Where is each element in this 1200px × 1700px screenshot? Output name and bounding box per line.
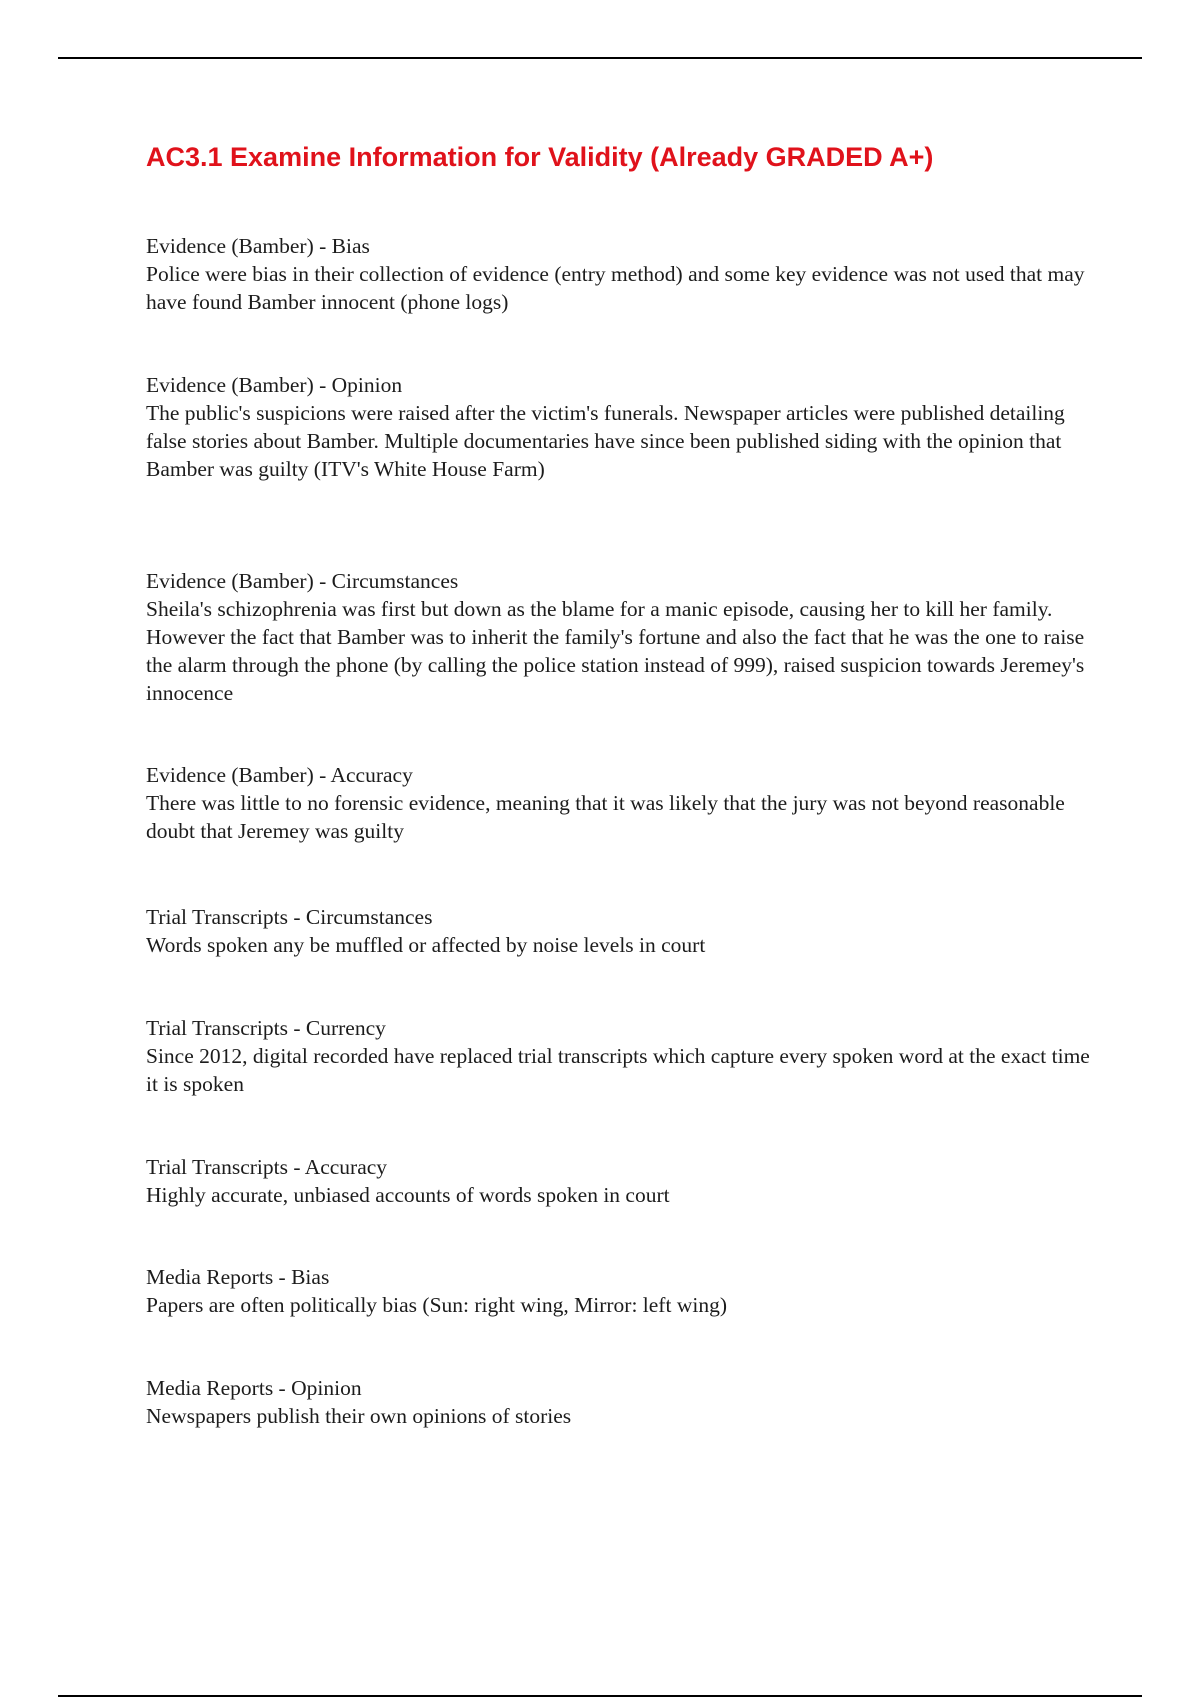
entry-body: Newspapers publish their own opinions of stories xyxy=(146,1404,572,1428)
entry-heading: Trial Transcripts - Circumstances xyxy=(146,905,433,929)
entry-heading: Trial Transcripts - Accuracy xyxy=(146,1155,388,1179)
entry-body: Police were bias in their collection of evidence (entry method) and some key evidence was not used that may have found Bamber innocent (phone logs) xyxy=(146,262,1085,314)
entry-evidence-opinion xyxy=(146,371,1096,483)
entry-body: The public's suspicions were raised after the victim's funerals. Newspaper articles were published detailing false stories about Bamber. Multiple documentaries have since been published siding with the opinion that Bamber was guilty (ITV's White House Farm) xyxy=(146,401,1065,481)
entry-heading: Media Reports - Opinion xyxy=(146,1376,362,1400)
entry-heading: Trial Transcripts - Currency xyxy=(146,1016,386,1040)
entry-heading: Evidence (Bamber) - Opinion xyxy=(146,373,403,397)
entry-media-opinion xyxy=(146,1374,1096,1430)
entry-transcripts-circumstances xyxy=(146,903,1096,959)
document-title: AC3.1 Examine Information for Validity (Already GRADED A+) xyxy=(146,142,934,172)
entry-evidence-circumstances xyxy=(146,567,1096,707)
bottom-divider xyxy=(58,1695,1142,1697)
entry-transcripts-accuracy xyxy=(146,1153,1096,1209)
entry-transcripts-currency xyxy=(146,1014,1096,1098)
entry-heading: Evidence (Bamber) - Bias xyxy=(146,234,370,258)
entry-body: Sheila's schizophrenia was first but down as the blame for a manic episode, causing her to kill her family. However the fact that Bamber was to inherit the family's fortune and also the fact that he was the one to raise the alarm through the phone (by calling the police station instead of 999), raised suspicion towards Jeremey's innocence xyxy=(146,597,1085,705)
entry-body: Papers are often politically bias (Sun: right wing, Mirror: left wing) xyxy=(146,1293,727,1317)
top-divider xyxy=(58,57,1142,59)
entry-evidence-accuracy xyxy=(146,761,1096,845)
entry-heading: Media Reports - Bias xyxy=(146,1265,330,1289)
entry-body: Since 2012, digital recorded have replaced trial transcripts which capture every spoken word at the exact time it is spoken xyxy=(146,1044,1090,1096)
entry-body: Words spoken any be muffled or affected by noise levels in court xyxy=(146,933,706,957)
entry-body: Highly accurate, unbiased accounts of words spoken in court xyxy=(146,1183,670,1207)
entry-evidence-bias xyxy=(146,232,1096,316)
entry-heading: Evidence (Bamber) - Circumstances xyxy=(146,569,459,593)
entry-heading: Evidence (Bamber) - Accuracy xyxy=(146,763,413,787)
entry-body: There was little to no forensic evidence, meaning that it was likely that the jury was not beyond reasonable doubt that Jeremey was guilty xyxy=(146,791,1065,843)
entry-media-bias xyxy=(146,1263,1096,1319)
